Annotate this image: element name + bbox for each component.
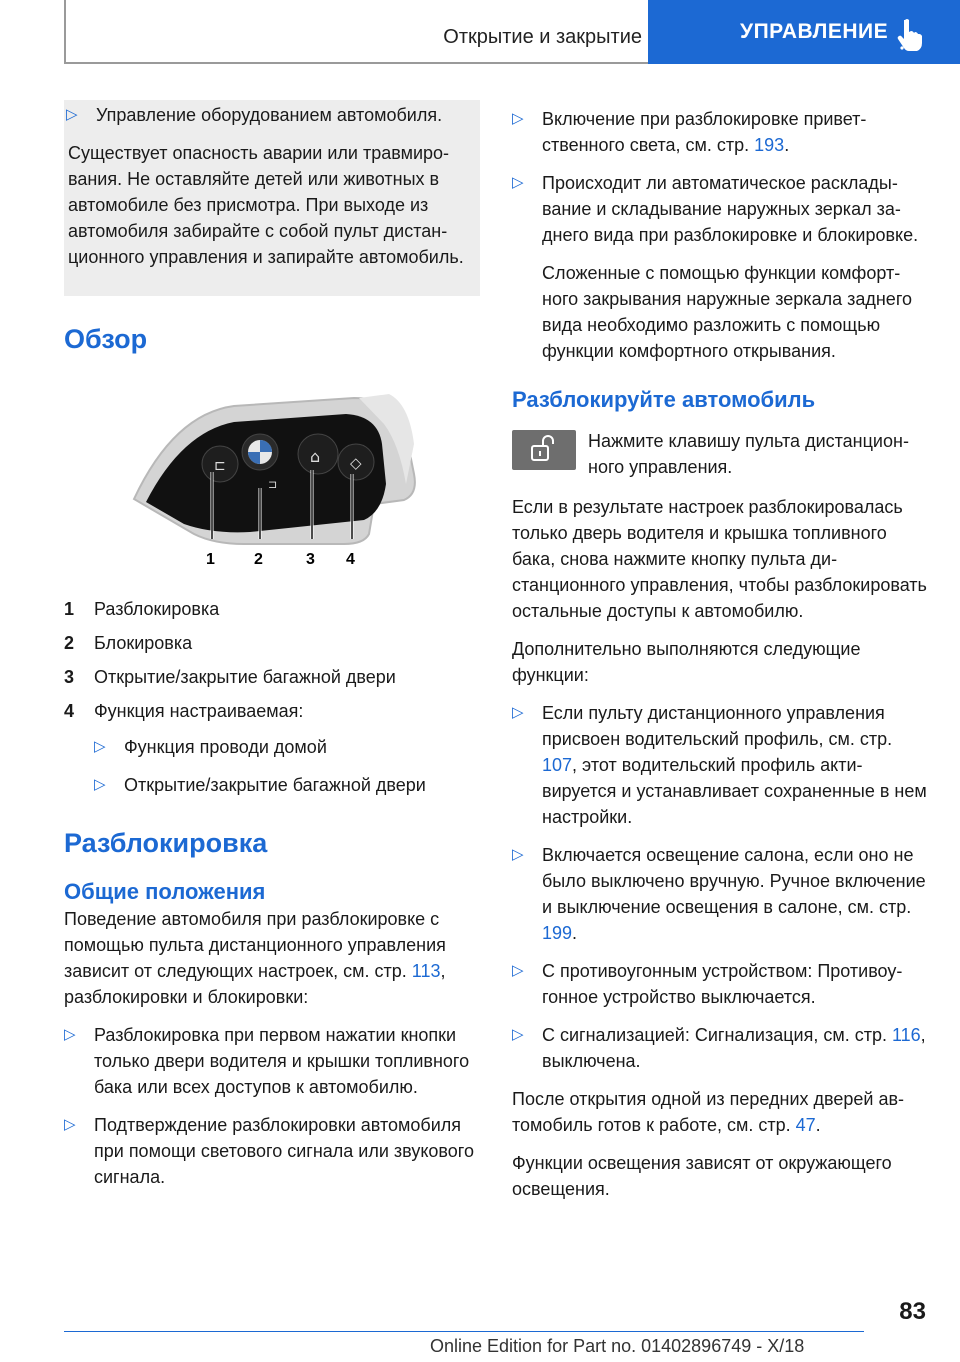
function-bullet [512,700,928,830]
header-chapter-tab[interactable] [648,0,960,64]
general-text-part: , разблокировки и блокировки: [64,961,446,1007]
settings-bullet: ▷ Происходит ли автоматическое раскладывание и складывание наружных зеркал заднего вида при разблокировке и блокировке. [512,170,928,248]
page-link[interactable]: 47 [795,1115,816,1135]
legend-text: Разблокировка [94,599,220,619]
page-link[interactable]: 113 [411,961,441,981]
legend-text: Функция настраиваемая: [94,701,304,721]
bullet-text: , выключена. [542,1025,926,1071]
edition-note: Online Edition for Part no. 01402896749 - X/18 [430,1336,805,1356]
key-fob-illustration [64,384,480,584]
general-text [64,906,480,1010]
header-section-title: Открытие и закрытие [443,26,642,48]
general-text-part: Поведение автомобиля при разблокировке с помощью пульта дистанционного управления зависит от следующих настроек, см. стр. [64,909,446,981]
key-fob-figure [64,384,480,584]
unlock-car-heading: Разблокируйте автомобиль [512,387,816,412]
page-link[interactable]: 116 [891,1025,921,1045]
legend-item [64,698,480,724]
general-heading: Общие положения [64,879,266,904]
bullet-text: , этот водительский профиль активируется и устанавливает сохраненные в нем настройки. [542,755,927,827]
page-link[interactable]: 199 [542,923,573,943]
unlock-car-text: Нажмите клавишу пульта дистанционного управления. [588,431,909,477]
right-column [512,100,928,1214]
bullet-text: Если пульту дистанционного управления присвоен водительский профиль, см. стр. [542,703,893,749]
mirror-note: Сложенные с помощью функции комфортного закрывания наружные зеркала заднего вида необходимо разложить с помощью функции комфортного открывания. [542,263,912,361]
header-rule-vertical [64,0,66,62]
bullet-text: С сигнализацией: Сигнализация, см. стр. [542,1025,892,1045]
paragraph: Дополнительно выполняются следующие функции: [512,639,861,685]
svg-text:⊐: ⊐ [268,478,278,491]
figure-label: 1 [206,551,215,568]
paragraph: Если в результате настроек разблокировалась только дверь водителя и крышка топливного бака, снова нажмите кнопку пульта дистанционного управления, чтобы разблокировать остальные доступы к автомобилю. [512,497,927,621]
unlock-button-icon [512,430,576,470]
figure-label: 4 [346,551,355,568]
general-bullet: ▷ Подтверждение разблокировки автомобиля при помощи светового сигнала или звукового сигнала. [64,1112,480,1190]
header-chapter-label: УПРАВЛЕНИЕ [740,20,889,43]
bullet-text: Включается освещение салона, если оно не было выключено вручную. Ручное включение и выключение освещения в салоне, см. стр. [542,845,926,917]
legend-text: Блокировка [94,633,193,653]
legend-text: Открытие/закрытие багажной двери [94,667,396,687]
left-column [64,100,480,1202]
general-bullet: ▷ Разблокировка при первом нажатии кнопки только двери водителя и крышки топливного бака или всех доступов к автомобилю. [64,1022,480,1100]
svg-text:◇: ◇ [350,454,362,472]
legend-sub-item: ▷ Функция проводи домой [94,734,480,760]
paragraph-text: После открытия одной из передних дверей автомобиль готов к работе, см. стр. [512,1089,905,1135]
warning-text: Существует опасность аварии или травмирования. Не оставляйте детей или животных в автомобиле без присмотра. При выходе из автомобиля забирайте с собой пульт дистанционного управления и запирайте автомобиль. [68,143,464,267]
bullet-text: . [784,135,790,155]
legend-item [64,664,480,690]
legend-number: 1 [64,599,75,619]
paragraph [512,1086,928,1138]
figure-label: 2 [254,551,263,568]
paragraph: Функции освещения зависят от окружающего освещения. [512,1153,892,1199]
svg-text:⌂: ⌂ [310,447,321,466]
legend-item [64,630,480,656]
bullet-text: Включение при разблокировке приветственного света, см. стр. [542,109,867,155]
legend-item [64,596,480,622]
paragraph-text: . [815,1115,821,1135]
legend-number: 2 [64,633,75,653]
warning-bullet: ▷ Управление оборудованием автомобиля. [66,102,472,128]
bullet-text: . [572,923,578,943]
unlock-instruction [512,428,928,480]
page-link[interactable]: 193 [754,135,785,155]
svg-text:⊏: ⊏ [214,458,226,474]
function-bullet: ▷ С противоугонным устройством: Противоугонное устройство выключается. [512,958,928,1010]
header-rule-bottom [64,62,648,64]
legend-sub-item: ▷ Открытие/закрытие багажной двери [94,772,480,798]
page-link[interactable]: 107 [542,755,573,775]
function-bullet [512,1022,928,1074]
hand-pointer-icon [896,18,924,52]
legend-number: 3 [64,667,75,687]
overview-heading: Обзор [64,324,148,354]
figure-label: 3 [306,551,315,568]
settings-bullet [512,106,928,158]
unlock-heading: Разблокировка [64,828,268,858]
warning-box [64,100,480,296]
page-number: 83 [899,1298,926,1325]
legend-number: 4 [64,701,75,721]
legend-list [64,596,480,724]
function-bullet [512,842,928,946]
footer-rule [64,1331,864,1332]
